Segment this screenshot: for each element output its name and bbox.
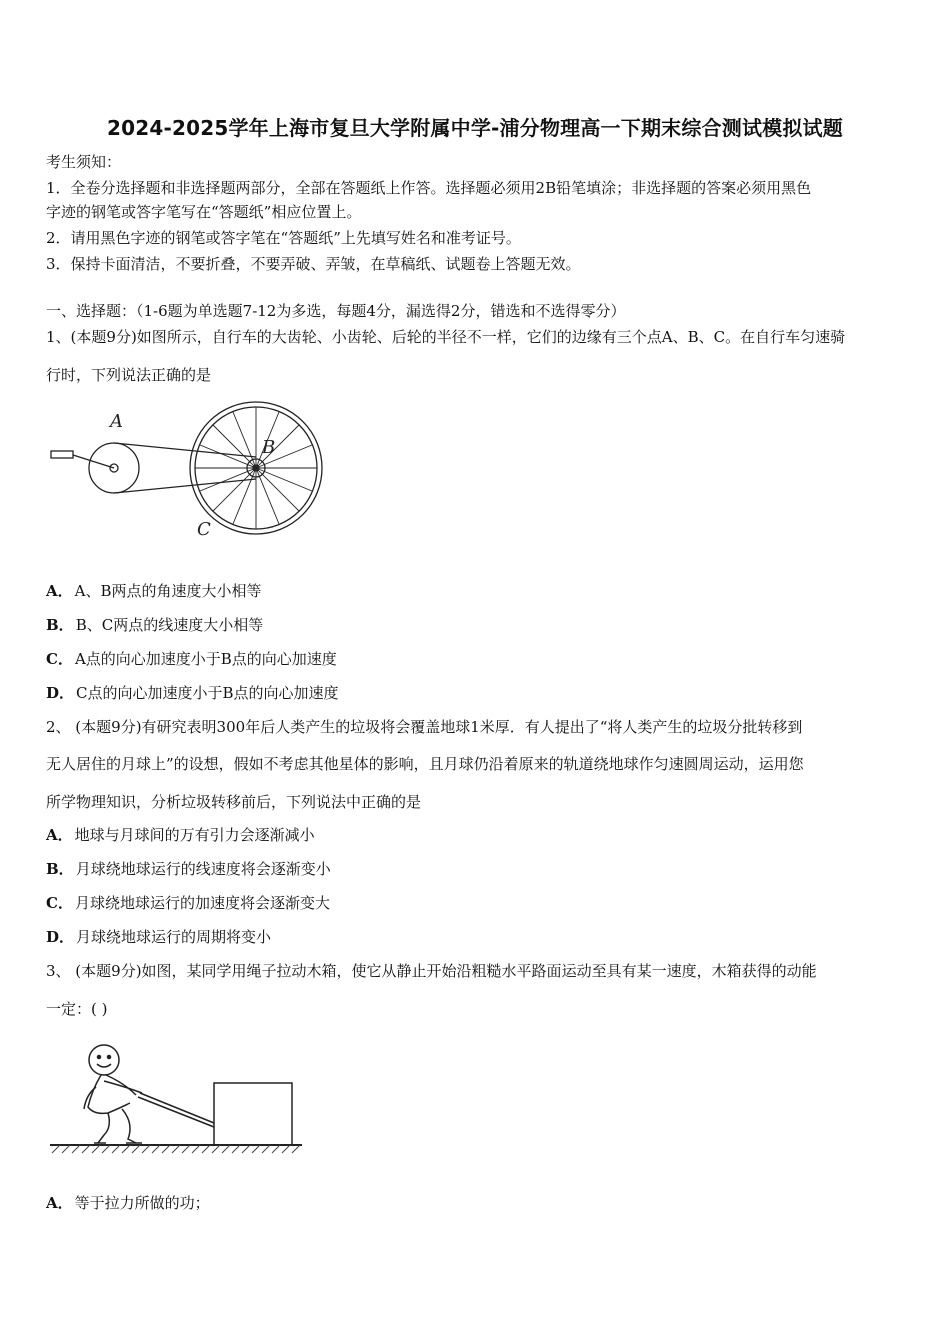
point-c-label: C xyxy=(197,519,211,540)
section-heading: 一、选择题：（1-6题为单选题7-12为多选，每题4分，漏选得2分，错选和不选得零分） xyxy=(46,302,626,320)
question-1-text: 行时，下列说法正确的是 xyxy=(46,366,212,384)
pulling-box-figure xyxy=(46,1035,306,1165)
notice-item: 字迹的钢笔或答字笔写在“答题纸”相应位置上。 xyxy=(46,203,362,221)
option-key: B． xyxy=(46,860,74,878)
question-3-text: 一定：( ) xyxy=(46,1000,108,1018)
option-row xyxy=(46,859,906,879)
option-key: C． xyxy=(46,650,73,668)
option-row xyxy=(46,649,906,669)
option-text: 等于拉力所做的功； xyxy=(74,1194,210,1212)
point-b-label: B xyxy=(262,437,276,458)
question-1-text: 1、(本题9分)如图所示，自行车的大齿轮、小齿轮、后轮的半径不一样，它们的边缘有三个点A、B、C。在自行车匀速骑 xyxy=(46,328,846,346)
option-text: 地球与月球间的万有引力会逐渐减小 xyxy=(74,826,315,844)
option-row xyxy=(46,581,906,601)
option-row xyxy=(46,683,906,703)
question-2-text: 无人居住的月球上”的设想，假如不考虑其他星体的影响，且月球仍沿着原来的轨道绕地球作匀速圆周运动，运用您 xyxy=(46,755,804,773)
option-key: A． xyxy=(46,1194,73,1212)
point-a-label: A xyxy=(110,411,123,432)
option-key: D． xyxy=(46,928,75,946)
option-text: C点的向心加速度小于B点的向心加速度 xyxy=(76,684,339,702)
notice-item: 3．保持卡面清洁，不要折叠，不要弄破、弄皱，在草稿纸、试题卷上答题无效。 xyxy=(46,255,581,273)
option-key: B． xyxy=(46,616,74,634)
option-row xyxy=(46,615,906,635)
option-row xyxy=(46,1193,906,1213)
notice-heading: 考生须知： xyxy=(46,153,122,171)
page-title: 2024-2025学年上海市复旦大学附属中学-浦分物理高一下期末综合测试模拟试题 xyxy=(107,116,843,140)
option-key: C． xyxy=(46,894,73,912)
option-text: B、C两点的线速度大小相等 xyxy=(75,616,264,634)
option-key: A． xyxy=(46,826,73,844)
option-text: 月球绕地球运行的周期将变小 xyxy=(76,928,272,946)
question-2-text: 所学物理知识，分析垃圾转移前后，下列说法中正确的是 xyxy=(46,793,422,811)
option-row xyxy=(46,927,906,947)
option-key: A． xyxy=(46,582,73,600)
question-3-text: 3、 (本题9分)如图，某同学用绳子拉动木箱，使它从静止开始沿粗糙水平路面运动至具有某一速度，木箱获得的动能 xyxy=(46,962,817,980)
bicycle-gear-figure xyxy=(46,395,336,545)
notice-item: 1．全卷分选择题和非选择题两部分，全部在答题纸上作答。选择题必须用2B铅笔填涂；非选择题的答案必须用黑色 xyxy=(46,179,812,197)
option-text: 月球绕地球运行的加速度将会逐渐变大 xyxy=(74,894,330,912)
option-row xyxy=(46,825,906,845)
option-row xyxy=(46,893,906,913)
question-2-text: 2、 (本题9分)有研究表明300年后人类产生的垃圾将会覆盖地球1米厚．有人提出了“将人类产生的垃圾分批转移到 xyxy=(46,718,803,736)
option-text: 月球绕地球运行的线速度将会逐渐变小 xyxy=(75,860,331,878)
option-text: A点的向心加速度小于B点的向心加速度 xyxy=(74,650,337,668)
option-key: D． xyxy=(46,684,75,702)
option-text: A、B两点的角速度大小相等 xyxy=(74,582,262,600)
notice-item: 2．请用黑色字迹的钢笔或答字笔在“答题纸”上先填写姓名和准考证号。 xyxy=(46,229,521,247)
